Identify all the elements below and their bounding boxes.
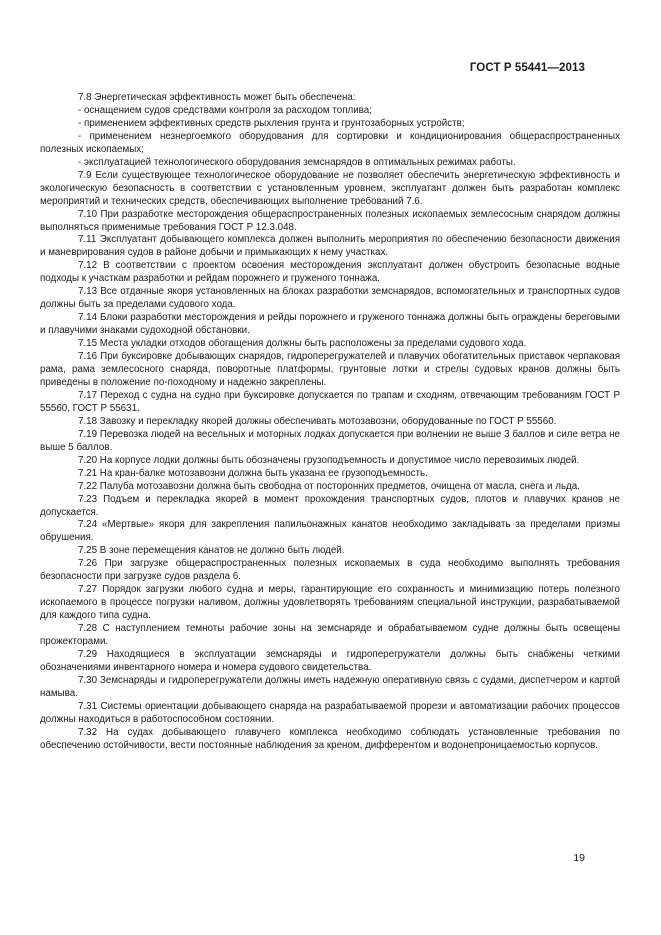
paragraph: 7.17 Переход с судна на судно при буксировке допускается по трапам и сходням, отвечающим требованиям ГОСТ Р 55560, ГОСТ Р 55631. (40, 389, 620, 414)
paragraph: 7.11 Эксплуатант добывающего комплекса должен выполнить мероприятия по обеспечению безопасности движения и маневрирования судов в районе добычи и примыкающих к нему участках. (40, 234, 620, 259)
paragraph: 7.26 При загрузке общераспространенных полезных ископаемых в суда необходимо выполнять требования безопасности при загрузке судов раздела 6. (40, 558, 620, 583)
paragraph: 7.27 Порядок загрузки любого судна и меры, гарантирующие его сохранность и минимизацию потерь полезного ископаемого в процессе погрузки наливом, должны удовлетворять требованиям специальной инструкции, разрабатываемой для каждого типа судна. (40, 584, 620, 622)
paragraph: 7.31 Системы ориентации добывающего снаряда на разрабатываемой прорези и автоматизации рабочих процессов должны находиться в работоспособном состоянии. (40, 700, 620, 725)
paragraph: - применением эффективных средств рыхления грунта и грунтозаборных устройств; (78, 117, 465, 129)
paragraph: - эксплуатацией технологического оборудования земснарядов в оптимальных режимах работы. (78, 156, 516, 168)
paragraph: - оснащением судов средствами контроля за расходом топлива; (78, 104, 372, 116)
body-text (40, 92, 620, 753)
paragraph: 7.24 «Мертвые» якоря для закрепления папильонажных канатов необходимо закладывать за пределами призмы обрушения. (40, 519, 620, 544)
paragraph: 7.10 При разработке месторождения общераспространенных полезных ископаемых землесосным снарядом должны выполняться применимые требования ГОСТ Р 12.3.048. (40, 208, 620, 233)
standard-designation: ГОСТ Р 55441—2013 (469, 62, 585, 74)
paragraph: 7.30 Земснаряды и гидроперегружатели должны иметь надежную оперативную связь с судами, диспетчером и картой намыва. (40, 674, 620, 699)
paragraph: 7.19 Перевозка людей на весельных и моторных лодках допускается при волнении не выше 3 баллов и силе ветра не выше 5 баллов. (40, 428, 620, 453)
paragraph: 7.9 Если существующее технологическое оборудование не позволяет обеспечить энергетическую эффективность и экологическую безопасность в соответствии с установленным уровнем, эксплуатант должен быть разработан комплекс мероприятий и технических средств, обеспечивающих выполнение требований 7.6. (40, 169, 620, 207)
paragraph: 7.22 Палуба мотозавозни должна быть свободна от посторонних предметов, очищена от масла, снега и льда. (78, 480, 580, 492)
paragraph: 7.32 На судах добывающего плавучего комплекса необходимо соблюдать установленные требования по обеспечению остойчивости, вести постоянные наблюдения за креном, дифферентом и водонепроницаемостью корпусов. (40, 726, 620, 751)
page-number: 19 (573, 852, 585, 864)
paragraph: 7.13 Все отданные якоря установленных на блоках разработки земснарядов, вспомогательных и транспортных судов должны быть за пределами судового хода. (40, 286, 620, 311)
paragraph: 7.15 Места укладки отходов обогащения должны быть расположены за пределами судового хода. (78, 338, 527, 350)
paragraph: 7.28 С наступлением темноты рабочие зоны на земснаряде и обрабатываемом судне должны быть освещены прожекторами. (40, 623, 620, 648)
paragraph: 7.21 На кран-балке мотозавозни должна быть указана ее грузоподъемность. (78, 467, 428, 479)
paragraph: 7.8 Энергетическая эффективность может быть обеспечена: (78, 92, 356, 103)
paragraph: 7.14 Блоки разработки месторождения и рейды порожнего и груженого тоннажа должны быть ограждены береговыми и плавучими знаками судоходной обстановки. (40, 312, 620, 337)
paragraph: 7.29 Находящиеся в эксплуатации земснаряды и гидроперегружатели должны быть снабжены четкими обозначениями инвентарного номера и номера судового свидетельства. (40, 648, 620, 673)
paragraph: 7.20 На корпусе лодки должны быть обозначены грузоподъемность и допустимое число перевозимых людей. (78, 454, 580, 466)
paragraph: - применением незнергоемкого оборудования для сортировки и кондиционирования общераспространенных полезных ископаемых; (40, 130, 620, 155)
paragraph: 7.18 Завозку и перекладку якорей должны обеспечивать мотозавозни, оборудованные по ГОСТ Р 55560. (78, 415, 557, 427)
paragraph: 7.25 В зоне перемещения канатов не должно быть людей. (78, 545, 345, 557)
paragraph: 7.23 Подъем и перекладка якорей в момент прохождения транспортных судов, плотов и плавучих кранов не допускается. (40, 493, 620, 518)
paragraph: 7.16 При буксировке добывающих снарядов, гидроперегружателей и плавучих обогатительных приставок черпаковая рама, рама землесосного снаряда, поворотные платформы, грунтовые лотки и стрелы судовых кранов должны быть приведены в положение по-походному и надежно закреплены. (40, 351, 620, 388)
paragraph: 7.12 В соответствии с проектом освоения месторождения эксплуатант должен обустроить безопасные водные подходы к участкам разработки и рейдам порожнего и груженого тоннажа. (40, 260, 620, 285)
